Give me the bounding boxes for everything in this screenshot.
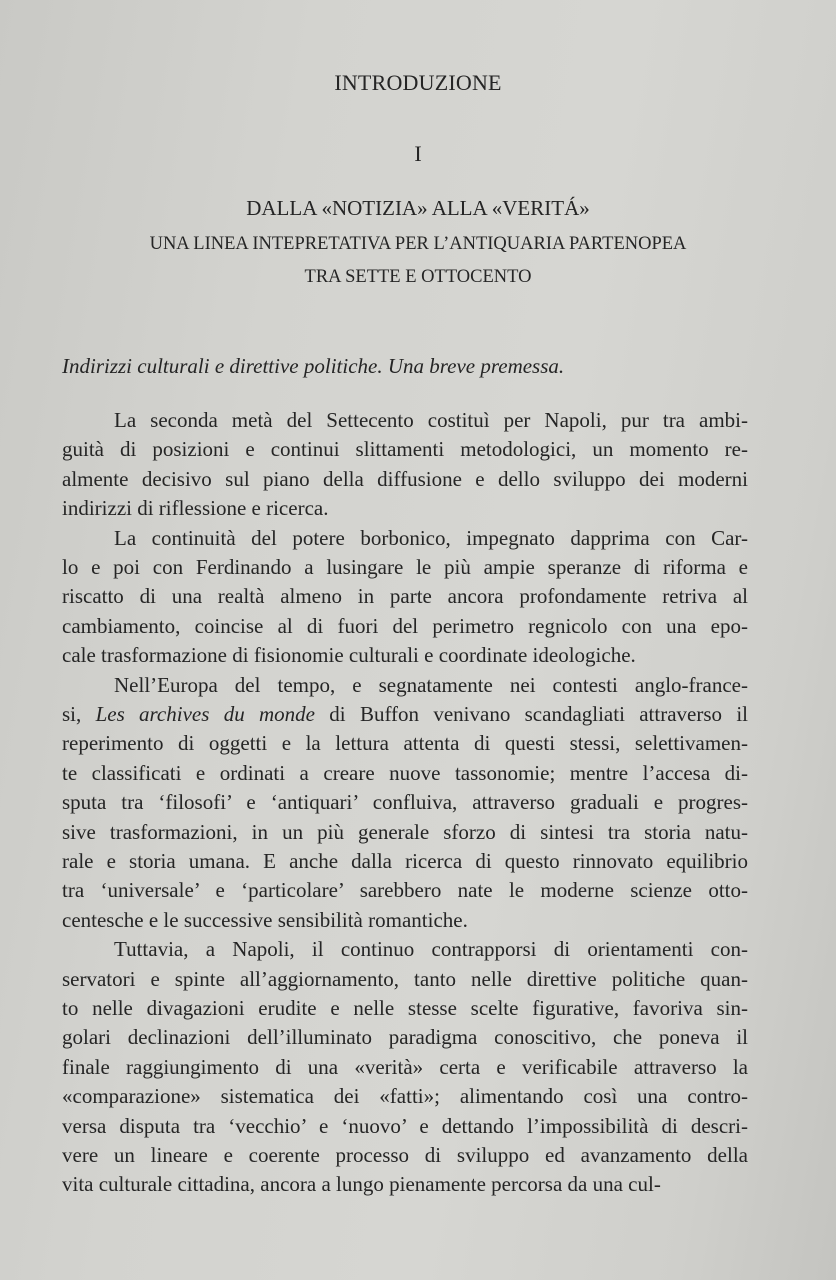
section-title: DALLA «NOTIZIA» ALLA «VERITÁ» xyxy=(246,196,590,220)
text-line xyxy=(62,702,748,726)
text-line: to nelle divagazioni erudite e nelle stesse scelte figurative, favoriva sin- xyxy=(62,996,748,1020)
chapter-title: INTRODUZIONE xyxy=(334,70,502,95)
section-subtitle-line: UNA LINEA INTEPRETATIVA PER L’ANTIQUARIA PARTENOPEA xyxy=(149,234,687,254)
text-line: lo e poi con Ferdinando a lusingare le più ampie speranze di riforma e xyxy=(62,555,748,579)
text-line: rale e storia umana. E anche dalla ricerca di questo rinnovato equilibrio xyxy=(62,849,748,873)
text-line: centesche e le successive sensibilità romantiche. xyxy=(62,907,468,932)
text-line: servatori e spinte all’aggiornamento, tanto nelle direttive politiche quan- xyxy=(62,966,748,991)
text-line: sputa tra ‘filosofi’ e ‘antiquari’ confluiva, attraverso graduali e progres- xyxy=(62,790,748,815)
text-line: tra ‘universale’ e ‘particolare’ sarebbero nate le moderne scienze otto- xyxy=(62,878,748,903)
text-line: cambiamento, coincise al di fuori del perimetro regnicolo con una epo- xyxy=(62,613,748,638)
text-segment: si, xyxy=(62,702,96,726)
text-line: «comparazione» sistematica dei «fatti»; alimentando così una contro- xyxy=(62,1084,748,1109)
text-line: vere un lineare e coerente processo di sviluppo ed avanzamento della xyxy=(62,1143,748,1167)
section-subtitle-line: TRA SETTE E OTTOCENTO xyxy=(304,267,532,287)
text-segment: di Buffon venivano scandagliati attraverso il xyxy=(315,702,748,726)
italic-title: Les archives du monde xyxy=(95,702,315,726)
text-line: almente decisivo sul piano della diffusione e dello sviluppo dei moderni xyxy=(62,466,748,491)
text-line: vita culturale cittadina, ancora a lungo pienamente percorsa da una cul- xyxy=(62,1172,661,1197)
text-line: indirizzi di riflessione e ricerca. xyxy=(62,496,329,521)
text-line: riscatto di una realtà almeno in parte ancora profondamente retriva al xyxy=(62,584,748,609)
text-line: sive trasformazioni, in un più generale sforzo di sintesi tra storia natu- xyxy=(62,819,748,844)
text-line: La seconda metà del Settecento costituì per Napoli, pur tra ambi- xyxy=(114,408,748,432)
text-line: te classificati e ordinati a creare nuove tassonomie; mentre l’accesa di- xyxy=(62,760,748,785)
text-line: Nell’Europa del tempo, e segnatamente nei contesti anglo-france- xyxy=(114,672,748,697)
section-number: I xyxy=(414,141,422,166)
text-line: guità di posizioni e continui slittamenti metodologici, un momento re- xyxy=(62,437,748,462)
text-line: finale raggiungimento di una «verità» certa e verificabile attraverso la xyxy=(62,1054,748,1079)
text-line: reperimento di oggetti e la lettura attenta di questi stessi, selettivamen- xyxy=(62,731,748,756)
text-line: golari declinazioni dell’illuminato paradigma conoscitivo, che poneva il xyxy=(62,1025,748,1050)
subsection-heading: Indirizzi culturali e direttive politiche. Una breve premessa. xyxy=(62,354,565,378)
text-line: Tuttavia, a Napoli, il continuo contrapporsi di orientamenti con- xyxy=(114,937,748,962)
text-line: versa disputa tra ‘vecchio’ e ‘nuovo’ e dettando l’impossibilità di descri- xyxy=(62,1113,748,1138)
text-line: La continuità del potere borbonico, impegnato dapprima con Car- xyxy=(114,525,748,550)
text-line: cale trasformazione di fisionomie culturali e coordinate ideologiche. xyxy=(62,643,636,668)
